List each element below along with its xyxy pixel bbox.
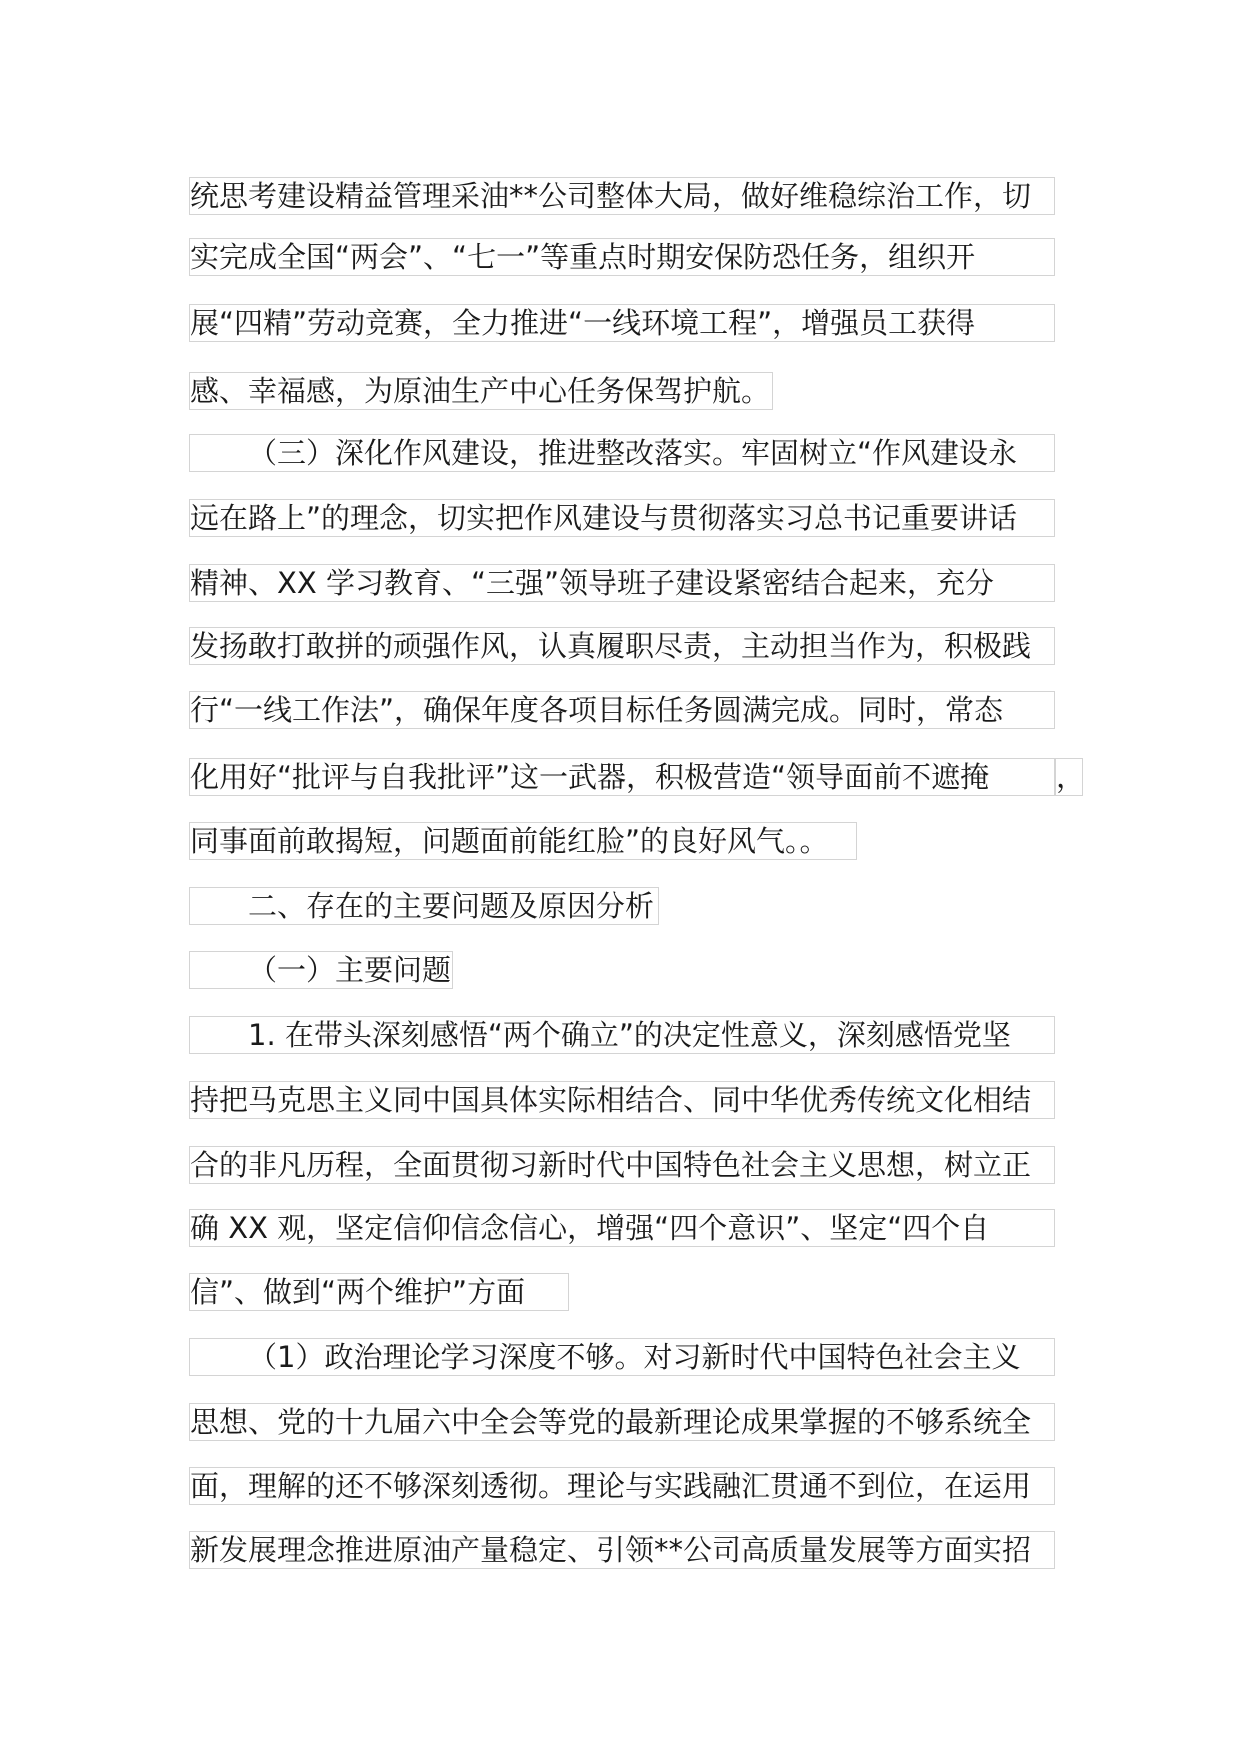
paragraph-first-line: （三）深化作风建设，推进整改落实。牢固树立“作风建设永 [189,434,1055,472]
text-line: 远在路上”的理念，切实把作风建设与贯彻落实习总书记重要讲话 [189,499,1055,537]
text-line: 合的非凡历程，全面贯彻习新时代中国特色社会主义思想，树立正 [189,1146,1055,1184]
subsection-heading: （一）主要问题 [189,951,453,989]
text-line: 实完成全国“两会”、“七一”等重点时期安保防恐任务，组织开 [189,238,1055,276]
text-line: 统思考建设精益管理采油**公司整体大局，做好维稳综治工作，切 [189,177,1055,215]
text-line: 精神、XX 学习教育、“三强”领导班子建设紧密结合起来，充分 [189,564,1055,602]
text-line: 行“一线工作法”，确保年度各项目标任务圆满完成。同时，常态 [189,691,1055,729]
text-line: 面，理解的还不够深刻透彻。理论与实践融汇贯通不到位，在运用 [189,1467,1055,1505]
paragraph-first-line: 1. 在带头深刻感悟“两个确立”的决定性意义，深刻感悟党坚 [189,1016,1055,1054]
overflow-punctuation: ， [1056,760,1086,794]
text-line: 感、幸福感，为原油生产中心任务保驾护航。 [189,372,773,410]
text-line: 持把马克思主义同中国具体实际相结合、同中华优秀传统文化相结 [189,1081,1055,1119]
paragraph-first-line: （1）政治理论学习深度不够。对习新时代中国特色社会主义 [189,1338,1055,1376]
text-line: 发扬敢打敢拼的顽强作风，认真履职尽责，主动担当作为，积极践 [189,627,1055,665]
text-line: 新发展理念推进原油产量稳定、引领**公司高质量发展等方面实招 [189,1531,1055,1569]
text-line: 展“四精”劳动竞赛，全力推进“一线环境工程”，增强员工获得 [189,304,1055,342]
text-line: 信”、做到“两个维护”方面 [189,1273,569,1311]
text-line: 同事面前敢揭短，问题面前能红脸”的良好风气。。 [189,822,857,860]
text-line: 确 XX 观，坚定信仰信念信心，增强“四个意识”、坚定“四个自 [189,1209,1055,1247]
text-line: 化用好“批评与自我批评”这一武器，积极营造“领导面前不遮掩 [189,758,1055,796]
text-line: 思想、党的十九届六中全会等党的最新理论成果掌握的不够系统全 [189,1403,1055,1441]
section-heading: 二、存在的主要问题及原因分析 [189,887,659,925]
